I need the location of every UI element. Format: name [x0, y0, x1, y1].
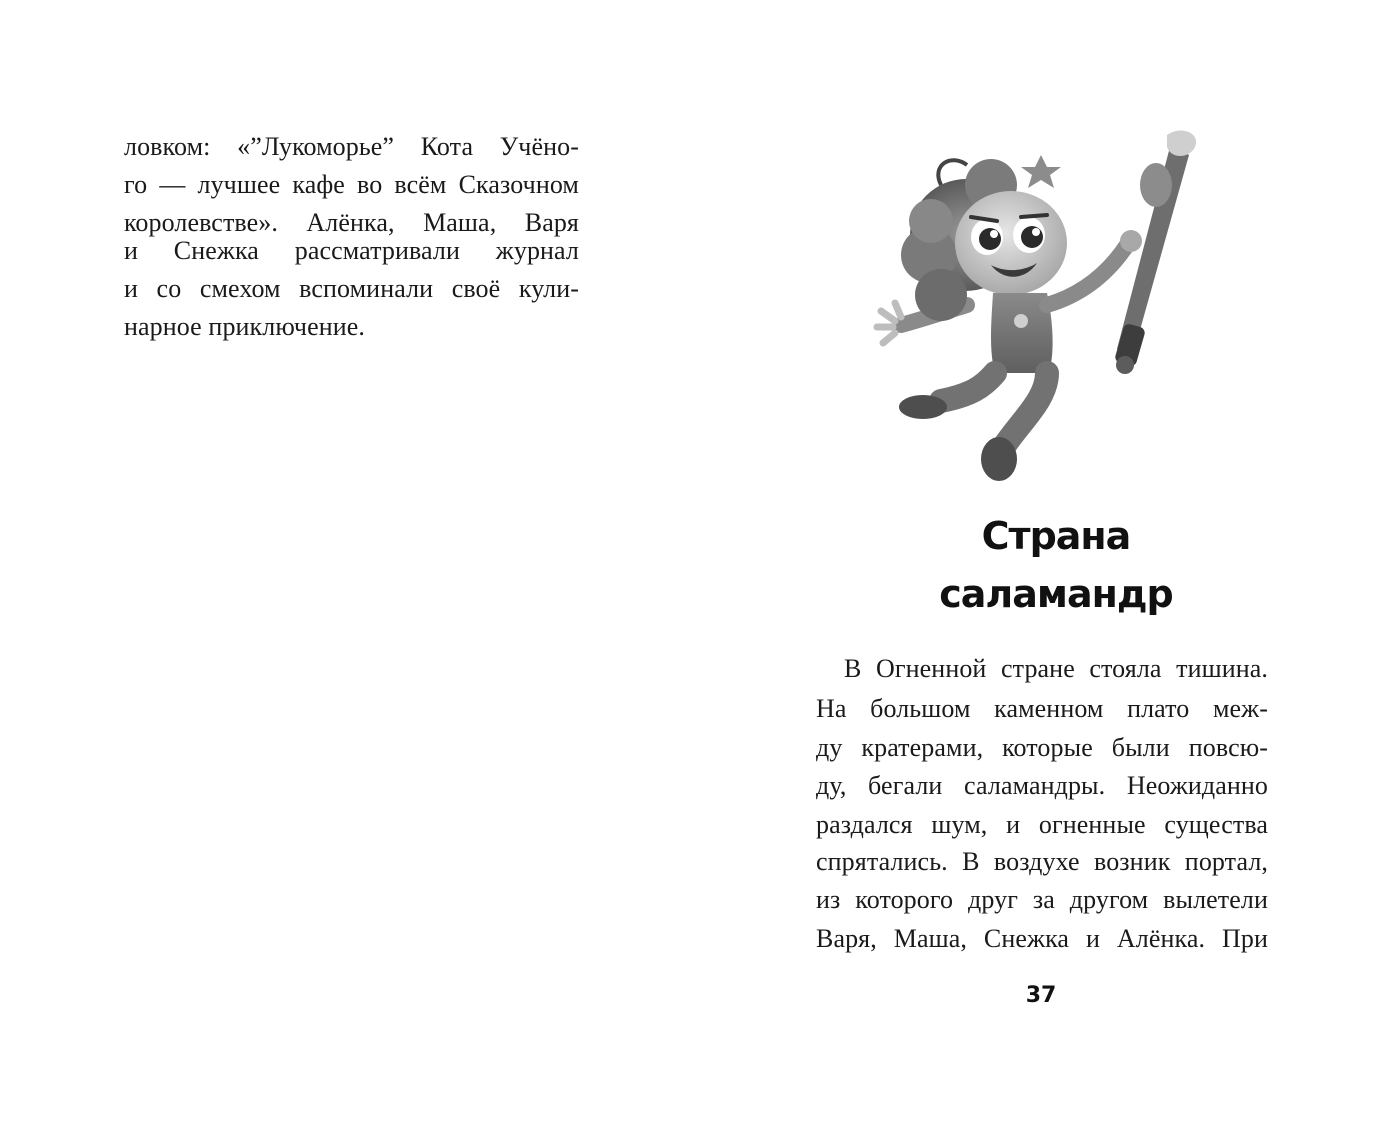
page-number: 37	[1025, 983, 1057, 1008]
text-line: королевстве». Алёнка, Маша, Варя	[124, 208, 579, 237]
text-line: В Огненной стране стояла тишина.	[844, 654, 1268, 683]
text-line: из которого друг за другом вылетели	[816, 885, 1268, 914]
text-line: и Снежка рассматривали журнал	[124, 236, 579, 265]
face	[955, 191, 1067, 295]
text-line: спрятались. В воздухе возник портал,	[816, 847, 1268, 876]
text-line: нарное приключение.	[124, 312, 365, 341]
text-line: го — лучшее кафе во всём Сказочном	[124, 170, 579, 199]
text-line: Варя, Маша, Снежка и Алёнка. При	[816, 924, 1268, 953]
text-line: ловком: «”Лукоморье” Кота Учёно-	[124, 132, 579, 161]
girl-character-illustration	[871, 125, 1211, 485]
text-line: раздался шум, и огненные существа	[816, 810, 1268, 839]
text-line: и со смехом вспоминали своё кули-	[124, 274, 579, 303]
chapter-title-line-2: саламандр	[939, 572, 1173, 616]
chapter-title-line-1: Страна	[981, 514, 1131, 558]
text-line: ду, бегали саламандры. Неожиданно	[816, 771, 1268, 800]
text-line: ду кратерами, которые были повсю-	[816, 733, 1268, 762]
text-line: На большом каменном плато меж-	[816, 694, 1268, 723]
right-page	[696, 0, 1392, 1125]
